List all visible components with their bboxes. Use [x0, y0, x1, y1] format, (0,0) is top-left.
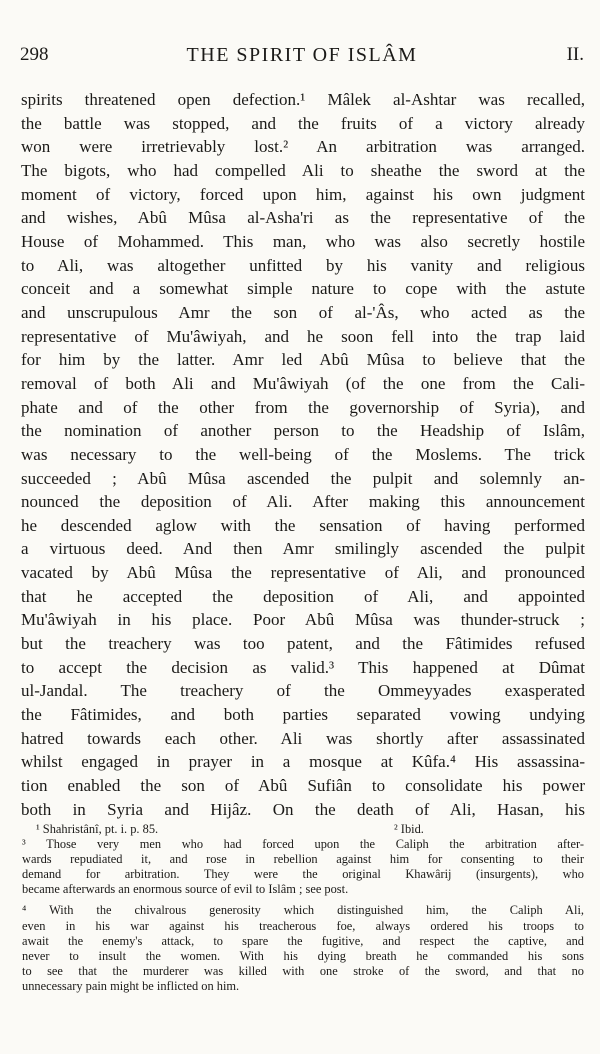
text-line: House of Mohammed. This man, who was also secretly hostile	[21, 231, 585, 251]
text-line: for him by the latter. Amr led Abû Mûsa to believe that the	[21, 350, 585, 370]
text-line: representative of Mu'âwiyah, and he soon fell into the trap laid	[21, 326, 585, 346]
text-line: The bigots, who had compelled Ali to sheathe the sword at the	[21, 160, 585, 180]
footnote-4-line: to see that the murderer was killed with one stroke of the sword, and that no	[22, 963, 584, 978]
footnotes	[22, 822, 584, 994]
footnote-3-line: became afterwards an enormous source of evil to Islâm ; see post.	[22, 882, 349, 897]
text-line: succeeded ; Abû Mûsa ascended the pulpit and solemnly an-	[21, 468, 585, 488]
text-line: vacated by Abû Mûsa the representative of Ali, and pronounced	[21, 563, 585, 583]
text-line: spirits threatened open defection.¹ Mâlek al-Ashtar was recalled,	[21, 90, 585, 109]
text-line: and wishes, Abû Mûsa al-Asha'ri as the representative of the	[21, 208, 585, 228]
page-number: 298	[20, 44, 49, 65]
footnote-3-line: demand for arbitration. They were the original Khawârij (insurgents), who	[22, 867, 584, 882]
footnote-1: ¹ Shahristânî, pt. i. p. 85.	[36, 822, 159, 836]
text-line: and unscrupulous Amr the son of al-'Âs, who acted as the	[21, 302, 585, 322]
text-line: hatred towards each other. Ali was shortly after assassinated	[21, 728, 585, 748]
footnote-4-line: never to insult the women. With his dying breath he commanded his sons	[22, 948, 584, 963]
text-line: removal of both Ali and Mu'âwiyah (of the one from the Cali-	[21, 373, 585, 393]
footnote-3-line: wards repudiated it, and rose in rebellion against him for consenting to their	[22, 852, 584, 867]
footnote-4-line: await the enemy's attack, to spare the fugitive, and respect the captive, and	[22, 933, 584, 948]
body-text	[21, 88, 585, 821]
text-line: the battle was stopped, and the fruits of a victory already	[21, 113, 585, 133]
running-title: THE SPIRIT OF ISLÂM	[186, 44, 418, 66]
footnote-row-1-2	[22, 822, 584, 837]
text-line: ul-Jandal. The treachery of the Ommeyyades exasperated	[21, 681, 585, 701]
text-line: the Fâtimides, and both parties separated vowing undying	[21, 705, 585, 725]
text-line: tion enabled the son of Abû Sufiân to consolidate his power	[21, 776, 585, 796]
footnote-3-line: ³ Those very men who had forced upon the Caliph the arbitration after-	[22, 837, 584, 852]
text-line: but the treachery was too patent, and the Fâtimides refused	[21, 634, 585, 654]
chapter-number: II.	[566, 44, 584, 65]
text-line: the nomination of another person to the Headship of Islâm,	[21, 421, 585, 441]
page-header	[20, 44, 584, 70]
text-line: moment of victory, forced upon him, against his own judgment	[21, 184, 585, 204]
text-line: won were irretrievably lost.² An arbitration was arranged.	[21, 137, 585, 157]
text-line: conceit and a somewhat simple nature to cope with the astute	[21, 279, 585, 299]
text-line: whilst engaged in prayer in a mosque at Kûfa.⁴ His assassina-	[21, 752, 585, 772]
footnote-4-line: even in his war against his treacherous foe, always ordered his troops to	[22, 918, 584, 933]
footnote-2: ² Ibid.	[394, 822, 424, 836]
text-line: that he accepted the deposition of Ali, and appointed	[21, 586, 585, 606]
text-line: he descended aglow with the sensation of having performed	[21, 515, 585, 535]
text-line: Mu'âwiyah in his place. Poor Abû Mûsa was thunder-struck ;	[21, 610, 585, 630]
footnote-4-line: ⁴ With the chivalrous generosity which distinguished him, the Caliph Ali,	[22, 903, 584, 918]
text-line: to Ali, was altogether unfitted by his vanity and religious	[21, 255, 585, 275]
text-line: nounced the deposition of Ali. After making this announcement	[21, 492, 585, 512]
text-line: to accept the decision as valid.³ This happened at Dûmat	[21, 657, 585, 677]
text-line: phate and of the other from the governorship of Syria), and	[21, 397, 585, 417]
text-line: both in Syria and Hijâz. On the death of Ali, Hasan, his	[21, 799, 585, 819]
text-line: a virtuous deed. And then Amr smilingly ascended the pulpit	[21, 539, 585, 559]
footnote-4-line: unnecessary pain might be inflicted on him.	[22, 978, 240, 993]
text-line: was necessary to the well-being of the Moslems. The trick	[21, 444, 585, 464]
